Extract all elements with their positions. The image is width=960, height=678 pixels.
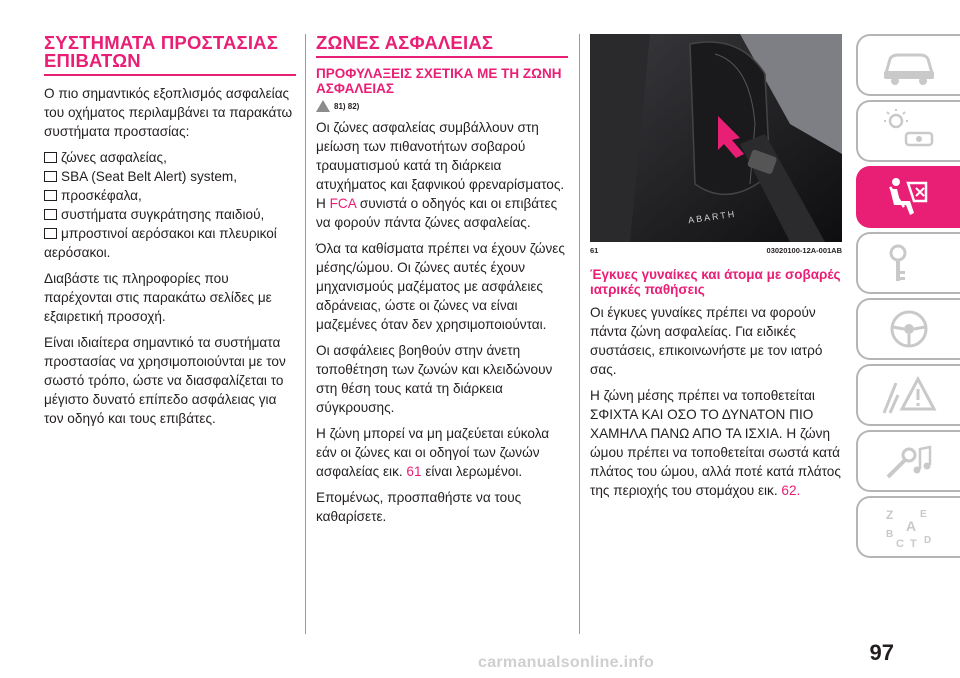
index-letter: C <box>896 538 904 549</box>
column-3 <box>590 34 842 507</box>
checkbox-bullet-icon <box>44 209 57 220</box>
protection-list <box>44 148 296 262</box>
brand-reference: FCA <box>329 196 357 211</box>
road-warning-icon <box>880 373 938 417</box>
key-icon <box>880 241 938 285</box>
paragraph: Διαβάστε τις πληροφορίες που παρέχονται στις παρακάτω σελίδες με εξαιρετική προσοχή. <box>44 271 272 324</box>
paragraph: Οι έγκυες γυναίκες πρέπει να φορούν πάντα ζώνη ασφαλείας. Για ειδικές συστάσεις, επικοινωνήστε με τον ιατρό σας. <box>590 305 823 377</box>
column-1 <box>44 34 296 435</box>
alphabet-index-icon <box>880 505 938 549</box>
steering-wheel-icon <box>880 307 938 351</box>
checkbox-bullet-icon <box>44 228 57 239</box>
warning-triangle-icon <box>316 100 330 112</box>
list-item: μπροστινοί αερόσακοι και πλευρικοί <box>44 224 296 243</box>
figure-reference[interactable]: 61 <box>406 464 422 479</box>
wrench-music-icon <box>880 439 938 483</box>
paragraph: Η ζώνη μέσης πρέπει να τοποθετείται ΣΦΙΧΤΑ ΚΑΙ ΟΣΟ ΤΟ ΔΥΝΑΤΟΝ ΠΙΟ ΧΑΜΗΛΑ ΠΑΝΩ ΑΠΟ ΤΑ ΙΣΧΙΑ. Η ζώνη ώμου πρέπει να τοποθετείται σωστά κατά πλάτος του ώμου, αλλά ποτέ κατά πλάτος της περιοχής του στομάχου εικ. 62. <box>590 388 841 498</box>
column-2 <box>316 34 568 533</box>
paragraph: Οι ασφάλειες βοηθούν στην άνετη τοποθέτηση των ζωνών και κλειδώνουν στη θέση τους κατά τη διάρκεια σύγκρουσης. <box>316 343 553 415</box>
index-letter: B <box>886 529 894 540</box>
tab-car-exterior[interactable] <box>856 34 960 96</box>
page-number: 97 <box>869 640 894 665</box>
heading-rule <box>316 56 568 58</box>
list-item: ζώνες ασφαλείας, <box>44 148 296 167</box>
index-letter: Z <box>886 508 894 522</box>
subheading-precautions: ΠΡΟΦΥΛΑΞΕΙΣ ΣΧΕΤΙΚΑ ΜΕ ΤΗ ΖΩΝΗ ΑΣΦΑΛΕΙΑΣ <box>316 66 562 96</box>
tab-maintenance[interactable] <box>856 430 960 492</box>
index-letter: D <box>924 535 932 546</box>
list-item-continuation: αερόσακοι. <box>44 245 111 260</box>
subheading-pregnant-women: Έγκυες γυναίκες και άτομα με σοβαρές ιατρικές παθήσεις <box>590 267 841 297</box>
paragraph: Οι ζώνες ασφαλείας συμβάλλουν στη μείωση των πιθανοτήτων σοβαρού τραυματισμού κατά τη διάρκεια ατυχήματος και ξαφνικού φρεναρίσματος. Η FCA συνιστά ο οδηγός και οι επιβάτες να φορούν πάντα ζώνες ασφαλείας. <box>316 120 565 230</box>
watermark: carmanualsonline.info <box>478 654 655 671</box>
paragraph: Η ζώνη μπορεί να μη μαζεύεται εύκολα εάν οι ζώνες και οι οδηγοί των ζωνών ασφαλείας εικ. 61 είναι λερωμένοι. <box>316 426 550 479</box>
index-letter: A <box>906 518 917 534</box>
column-divider <box>305 34 306 634</box>
warning-reference: 81) 82) <box>316 100 568 112</box>
checkbox-bullet-icon <box>44 171 57 182</box>
intro-paragraph: Ο πιο σημαντικός εξοπλισμός ασφαλείας του οχήματος περιλαμβάνει τα παρακάτω συστήματα προστασίας: <box>44 86 293 139</box>
figure-code: 03020100-12A-001AB <box>766 246 842 255</box>
checkbox-bullet-icon <box>44 152 57 163</box>
photo-brand-text: ABARTH <box>687 208 737 226</box>
index-letter: T <box>910 538 917 549</box>
figure-reference[interactable]: 62. <box>781 483 801 498</box>
warning-light-icon <box>880 109 938 153</box>
list-item: προσκέφαλα, <box>44 186 296 205</box>
airbag-seat-icon <box>880 175 938 219</box>
checkbox-bullet-icon <box>44 190 57 201</box>
tab-dashboard-lights[interactable] <box>856 100 960 162</box>
tab-index[interactable] <box>856 496 960 558</box>
list-item: SBA (Seat Belt Alert) system, <box>44 167 296 186</box>
column-divider <box>579 34 580 634</box>
list-item: συστήματα συγκράτησης παιδιού, <box>44 205 296 224</box>
figure-caption <box>590 246 842 255</box>
section-heading-seat-belts: ΖΩΝΕΣ ΑΣΦΑΛΕΙΑΣ <box>316 32 494 53</box>
tab-starting-driving[interactable] <box>856 232 960 294</box>
paragraph: Είναι ιδιαίτερα σημαντικό τα συστήματα προστασίας να χρησιμοποιούνται με τον σωστό τρόπο, ώστε να διασφαλίζεται το μέγιστο δυνατό επίπεδο ασφάλειας για τον οδηγό και τους επιβάτες. <box>44 335 286 426</box>
section-heading-protection-systems: ΣΥΣΤΗΜΑΤΑ ΠΡΟΣΤΑΣΙΑΣ ΕΠΙΒΑΤΩΝ <box>44 32 279 71</box>
car-exterior-icon <box>880 43 938 87</box>
tab-driving[interactable] <box>856 298 960 360</box>
figure-number: 61 <box>590 246 599 255</box>
paragraph: Επομένως, προσπαθήστε να τους καθαρίσετε. <box>316 490 522 524</box>
paragraph: Όλα τα καθίσματα πρέπει να έχουν ζώνες μέσης/ώμου. Οι ζώνες αυτές έχουν μηχανισμούς μαζέματος με ασφάλειες αδράνειας, ώστε οι ζώνες να είναι μαζεμένες όταν δεν χρησιμοποιούνται. <box>316 241 565 332</box>
tab-safety[interactable] <box>856 166 960 228</box>
heading-rule <box>44 74 296 76</box>
tab-emergency[interactable] <box>856 364 960 426</box>
figure-photo-seat-belt <box>590 34 842 242</box>
index-letter: E <box>920 509 927 520</box>
